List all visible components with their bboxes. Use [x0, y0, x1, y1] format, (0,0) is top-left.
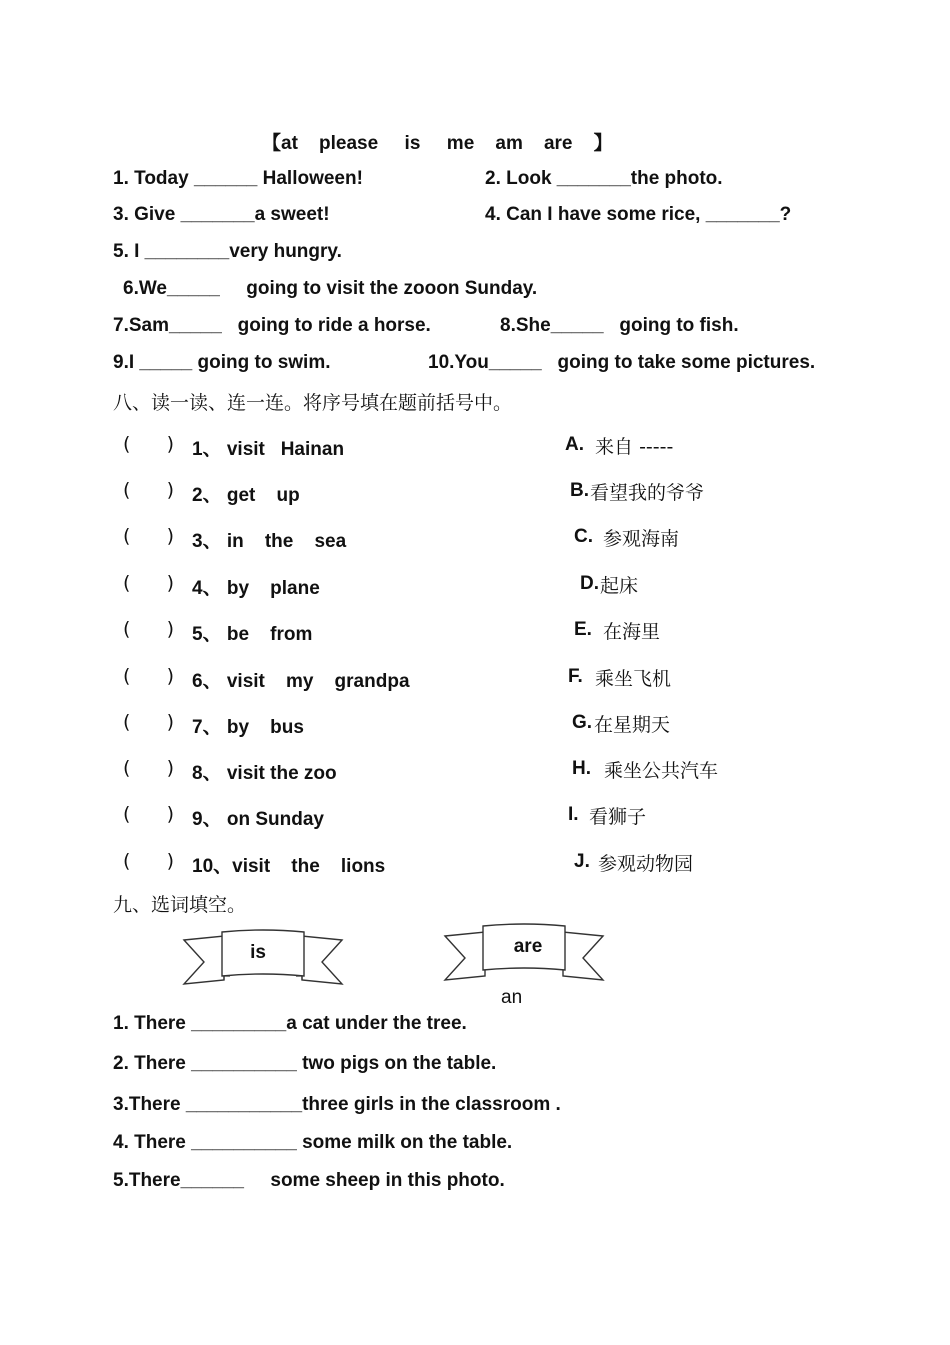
match-right-letter: G.: [572, 712, 593, 733]
match-right-text: 乘坐公共汽车: [598, 760, 719, 782]
match-right-text: 在星期天: [594, 714, 671, 736]
answer-paren[interactable]: ( ): [123, 479, 175, 501]
match-left-item: 8、 visit the zoo: [192, 763, 337, 784]
banner-word: is: [250, 942, 266, 963]
match-left-item: 1、 visit Hainan: [192, 439, 345, 460]
there-sentence-4: 4. There __________ some milk on the table.: [113, 1132, 513, 1153]
match-left-item: 6、 visit my grandpa: [192, 671, 410, 692]
there-sentence-3: 3.There ___________three girls in the classroom .: [113, 1094, 561, 1115]
fill-in-6: 6.We_____ going to visit the zooon Sunday.: [123, 278, 538, 299]
word-banner-are: [443, 922, 605, 986]
match-right-letter: B.: [570, 480, 589, 501]
fill-in-3: 3. Give _______a sweet!: [113, 204, 330, 225]
answer-paren[interactable]: ( ): [123, 850, 175, 872]
banner-note: an: [501, 987, 523, 1008]
match-left-item: 7、 by bus: [192, 717, 304, 738]
match-right-letter: A.: [565, 434, 584, 455]
answer-paren[interactable]: ( ): [123, 803, 175, 825]
match-right-text: 参观海南: [597, 528, 680, 550]
match-right-text: 参观动物园: [592, 853, 694, 875]
match-right-text: 看狮子: [583, 806, 647, 828]
answer-paren[interactable]: ( ): [123, 433, 175, 455]
match-right-letter: D.: [580, 573, 599, 594]
match-right-letter: E.: [574, 619, 592, 640]
answer-paren[interactable]: ( ): [123, 665, 175, 687]
there-sentence-2: 2. There __________ two pigs on the table.: [113, 1053, 497, 1074]
answer-paren[interactable]: ( ): [123, 525, 175, 547]
answer-paren[interactable]: ( ): [123, 711, 175, 733]
answer-paren[interactable]: ( ): [123, 572, 175, 594]
fill-in-4: 4. Can I have some rice, _______?: [485, 204, 792, 225]
match-right-letter: C.: [574, 526, 593, 547]
match-left-item: 3、 in the sea: [192, 531, 347, 552]
match-left-item: 4、 by plane: [192, 578, 320, 599]
match-right-text: 在海里: [597, 621, 661, 643]
banner-word: are: [513, 936, 543, 957]
match-right-letter: H.: [572, 758, 591, 779]
fill-in-7: 7.Sam_____ going to ride a horse.: [113, 315, 431, 336]
match-right-letter: J.: [574, 851, 590, 872]
there-sentence-5: 5.There______ some sheep in this photo.: [113, 1170, 505, 1191]
match-right-letter: F.: [568, 666, 583, 687]
fill-in-10: 10.You_____ going to take some pictures.: [428, 352, 816, 373]
match-right-text: 来自 -----: [589, 436, 674, 458]
match-left-item: 10、visit the lions: [192, 856, 386, 877]
word-bank: 【at please is me am are 】: [262, 133, 613, 154]
word-banner-is: [182, 926, 344, 990]
fill-in-8: 8.She_____ going to fish.: [500, 315, 739, 336]
answer-paren[interactable]: ( ): [123, 618, 175, 640]
match-right-letter: I.: [568, 804, 579, 825]
match-right-text: 乘坐飞机: [589, 668, 672, 690]
match-right-text: 起床: [600, 575, 639, 597]
match-left-item: 2、 get up: [192, 485, 300, 506]
fill-in-2: 2. Look _______the photo.: [485, 168, 723, 189]
match-left-item: 9、 on Sunday: [192, 809, 324, 830]
answer-paren[interactable]: ( ): [123, 757, 175, 779]
match-left-item: 5、 be from: [192, 624, 313, 645]
section8-title: 八、读一读、连一连。将序号填在题前括号中。: [113, 392, 513, 414]
match-right-text: 看望我的爷爷: [590, 482, 705, 504]
fill-in-5: 5. I ________very hungry.: [113, 241, 342, 262]
there-sentence-1: 1. There _________a cat under the tree.: [113, 1013, 467, 1034]
fill-in-9: 9.I _____ going to swim.: [113, 352, 331, 373]
fill-in-1: 1. Today ______ Halloween!: [113, 168, 363, 189]
section9-title: 九、选词填空。: [113, 894, 247, 916]
